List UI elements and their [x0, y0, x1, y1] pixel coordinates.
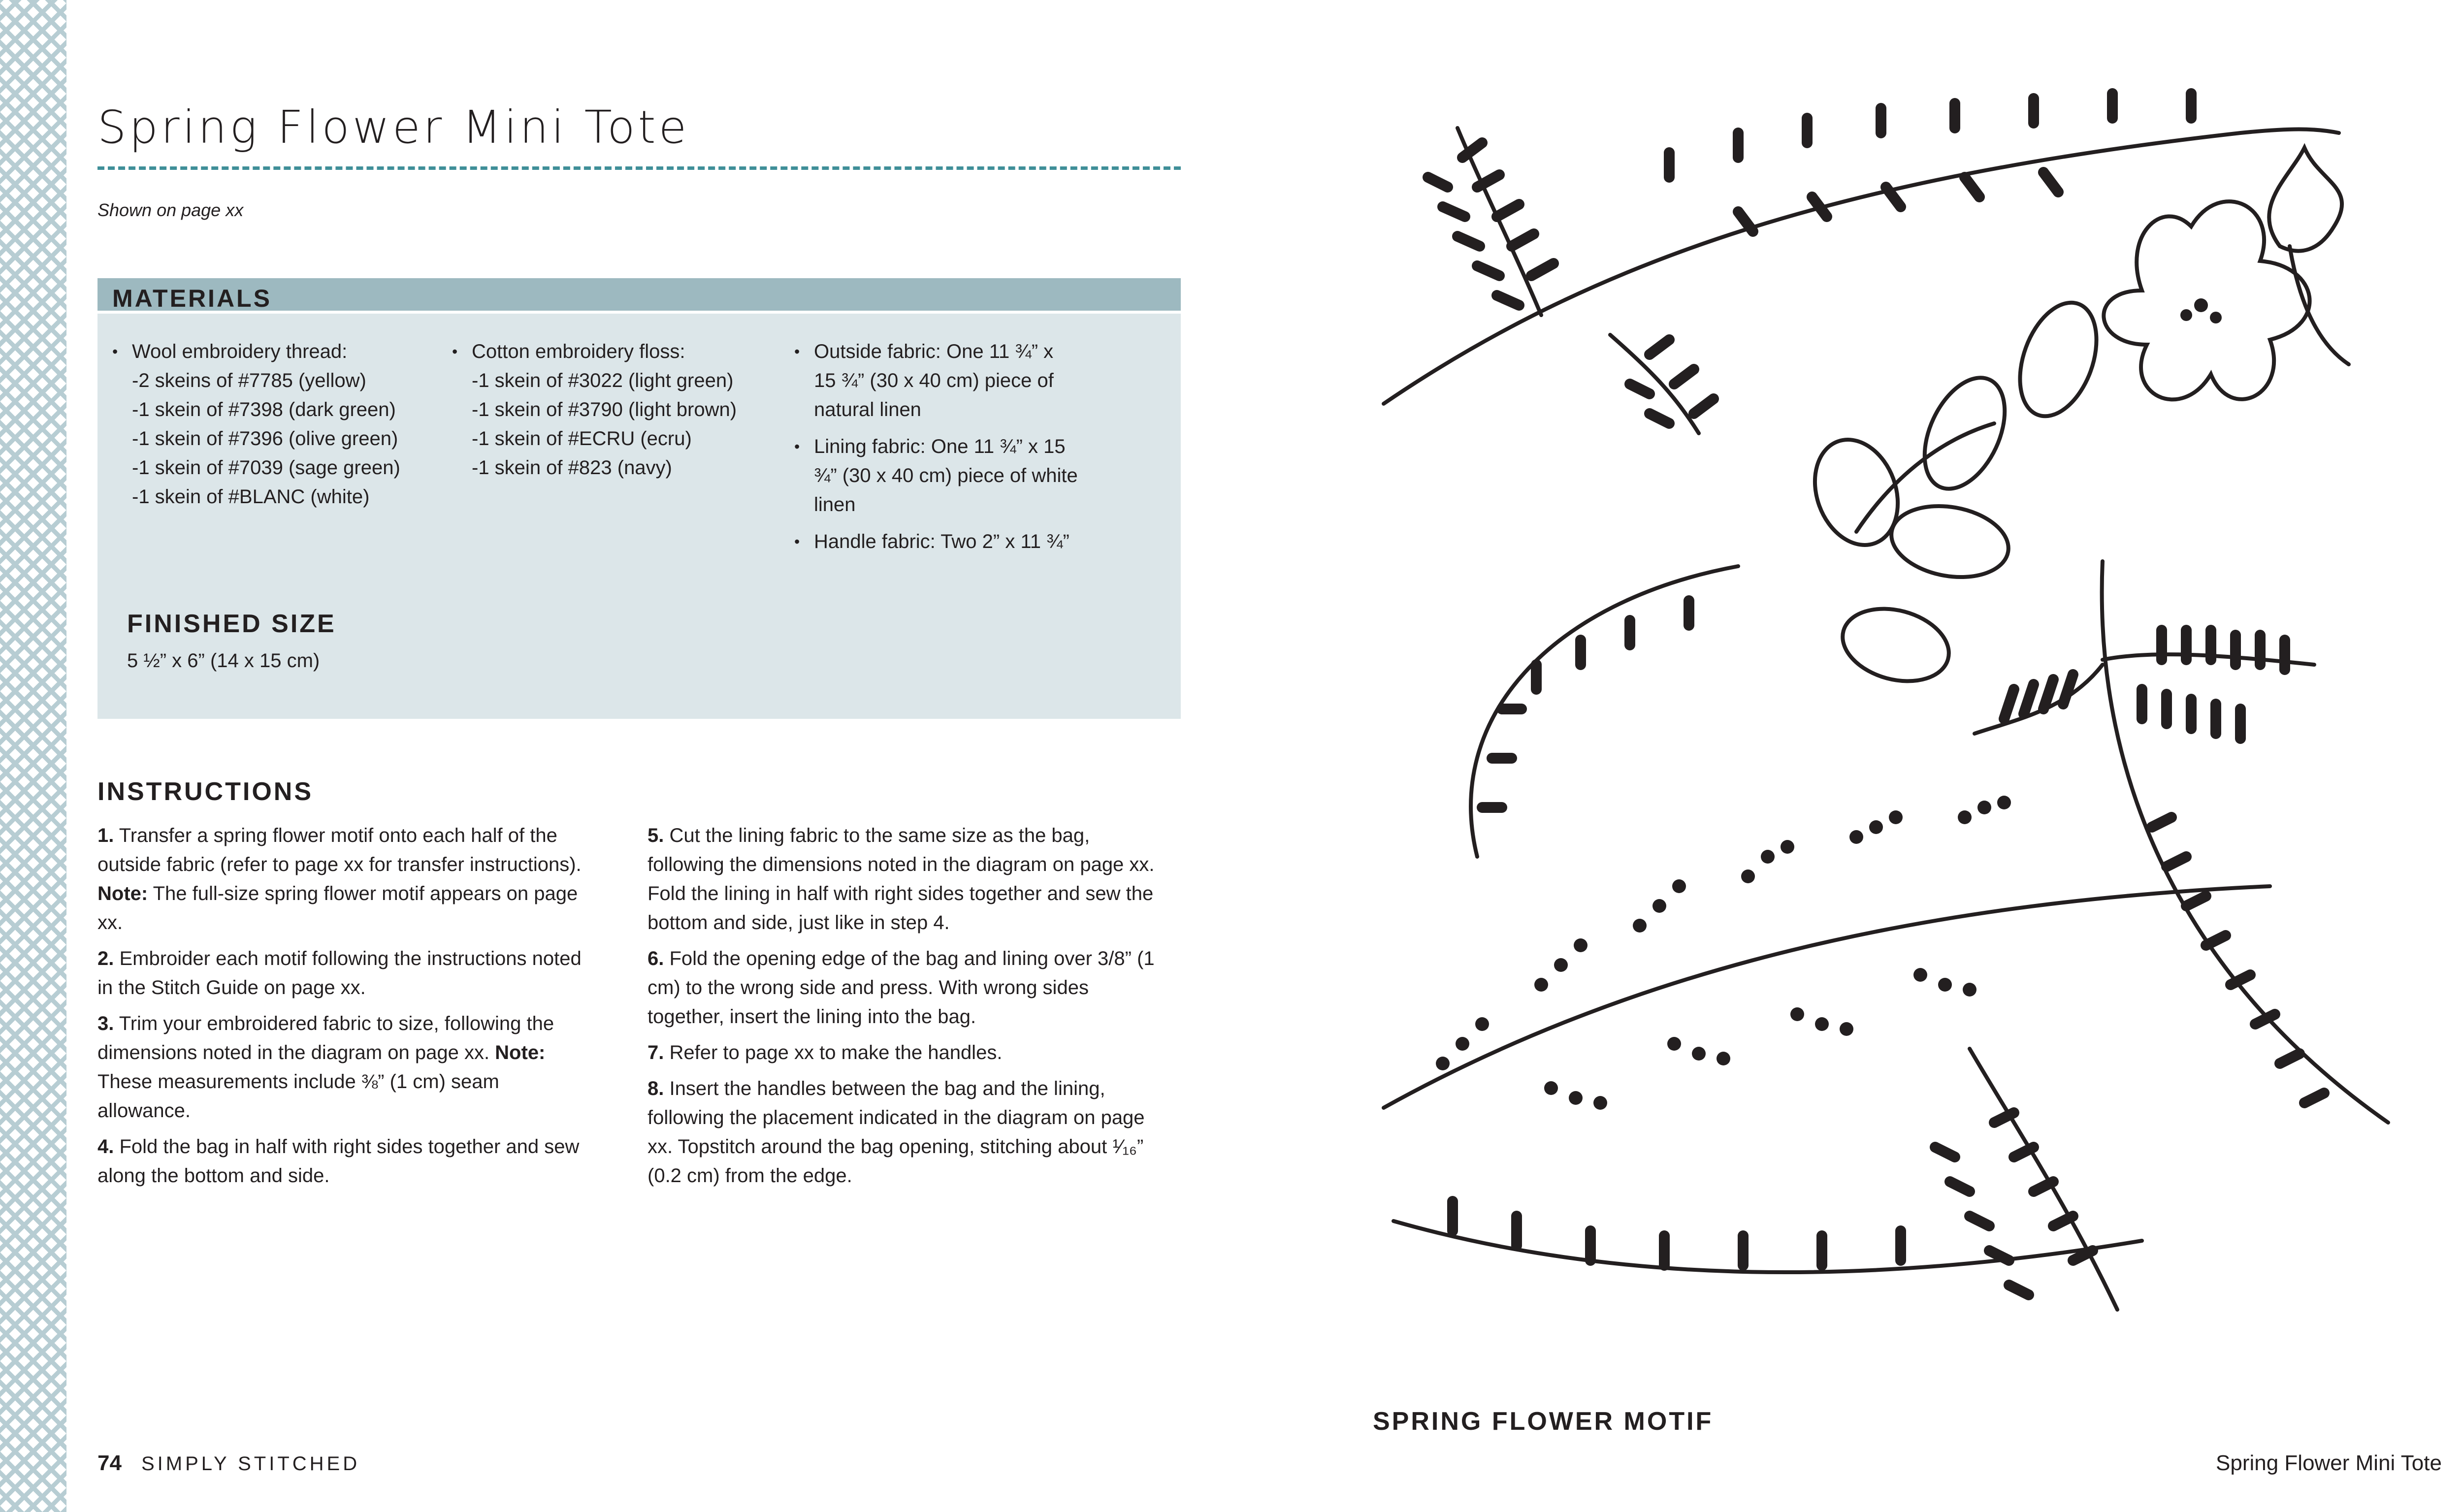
material-item: Outside fabric: One 11 ¾” x	[814, 341, 1054, 362]
materials-heading: MATERIALS	[112, 285, 272, 312]
berry-dot	[1963, 983, 1976, 997]
flower-center	[2194, 298, 2208, 312]
leaf	[1801, 428, 1912, 556]
berry-dot	[1938, 978, 1952, 992]
berry-dot	[1717, 1052, 1730, 1065]
step-number: 8.	[648, 1078, 664, 1099]
page-number: 74	[97, 1451, 122, 1475]
berry-dot	[1840, 1022, 1853, 1036]
step-number: 4.	[97, 1136, 114, 1158]
berry-dot	[1790, 1007, 1804, 1021]
bullet-icon: •	[794, 533, 800, 550]
material-item: Wool embroidery thread:	[132, 341, 348, 362]
material-sub-item: -1 skein of #ECRU (ecru)	[472, 428, 692, 450]
instruction-step-4: 4. Fold the bag in half with right sides together and sew along the bottom and side.	[97, 1136, 580, 1187]
bud-stem	[2290, 246, 2349, 364]
stitch-mark	[1994, 1113, 2093, 1260]
material-sub-item: -1 skein of #3022 (light green)	[472, 370, 734, 391]
stitch-mark	[2152, 817, 2324, 1103]
mid-fern-stem	[1975, 665, 2103, 734]
materials-header	[97, 278, 1181, 314]
left-folio	[97, 1451, 360, 1476]
material-sub-item: -1 skein of #7398 (dark green)	[132, 399, 396, 420]
material-item-continued: ¾” (30 x 40 cm) piece of white	[814, 465, 1078, 486]
materials-panel	[97, 278, 1181, 719]
instruction-step-8: 8. Insert the handles between the bag and the lining, following the placement indicated in the diagram on page xx. Topstitch around the bag opening, stitching about ¹⁄₁₆” (0.2 cm) from the edge.	[648, 1078, 1145, 1187]
berry-dot	[1913, 968, 1927, 982]
shown-on-note: Shown on page xx	[97, 200, 244, 220]
top-right-stem	[2240, 129, 2339, 133]
material-item: Lining fabric: One 11 ¾” x 15	[814, 436, 1066, 457]
stitch-mark	[1453, 1201, 1901, 1265]
berry-dot	[1889, 810, 1903, 824]
stitch-mark	[1462, 143, 1554, 276]
berry-dot	[1869, 820, 1883, 834]
bullet-icon: •	[794, 343, 800, 360]
berry-dot	[1574, 938, 1587, 952]
finished-size-heading: FINISHED SIZE	[127, 610, 336, 638]
leaf	[2006, 292, 2111, 426]
instruction-step-7: 7. Refer to page xx to make the handles.	[648, 1042, 1003, 1063]
berry-dot	[1652, 899, 1666, 913]
berry-dot	[1958, 810, 1972, 824]
top-stem	[1384, 133, 2240, 404]
materials-column-floss	[452, 337, 777, 483]
berry-dot	[1593, 1096, 1607, 1110]
stitch-mark	[1738, 172, 2058, 231]
berry-dot	[1544, 1081, 1558, 1095]
bullet-icon: •	[112, 343, 118, 360]
berry-dot	[1667, 1037, 1681, 1051]
step-number: 3.	[97, 1013, 114, 1034]
title-divider	[97, 166, 1181, 170]
decorative-pattern-strip	[0, 0, 66, 1512]
instructions-heading: INSTRUCTIONS	[97, 777, 313, 806]
flower-center	[2180, 309, 2192, 321]
material-sub-item: -1 skein of #7396 (olive green)	[132, 428, 398, 450]
note-label: Note:	[97, 883, 148, 904]
instruction-step-5: 5. Cut the lining fabric to the same size as the bag, following the dimensions noted in the diagram on page xx. Fold the lining in half with right sides together and sew the bottom and side, just like in step 4.	[648, 825, 1155, 933]
berry-dot	[1672, 879, 1686, 893]
leaf	[1886, 497, 2014, 586]
note-label: Note:	[495, 1042, 546, 1063]
materials-column-fabric	[794, 337, 1139, 556]
bottom-fern-stem	[1970, 1049, 2117, 1310]
running-head-title: Spring Flower Mini Tote	[2216, 1451, 2442, 1475]
berry-dot	[1569, 1091, 1583, 1105]
stitch-mark	[1428, 177, 1519, 305]
berry-dot	[1633, 919, 1647, 933]
step-number: 6.	[648, 948, 664, 969]
berry-dot	[1534, 978, 1548, 992]
stitch-mark	[1669, 94, 2191, 177]
berry-dot	[1692, 1047, 1706, 1061]
stitch-mark	[1482, 601, 1689, 807]
material-item-continued: linen	[814, 494, 856, 515]
berry-dot	[1849, 830, 1863, 844]
materials-column-wool	[112, 337, 427, 512]
bullet-icon: •	[452, 343, 458, 360]
material-item: Handle fabric: Two 2” x 11 ¾”	[814, 531, 1069, 552]
right-folio	[2216, 1451, 2462, 1476]
spring-flower-motif-illustration	[1354, 49, 2462, 1398]
material-item: Cotton embroidery floss:	[472, 341, 685, 362]
berry-dot	[1815, 1017, 1829, 1031]
material-sub-item: -1 skein of #3790 (light brown)	[472, 399, 737, 420]
page-title: Spring Flower Mini Tote	[97, 101, 690, 154]
material-sub-item: -1 skein of #7039 (sage green)	[132, 457, 400, 479]
material-item-continued: natural linen	[814, 399, 921, 420]
berry-dot	[1741, 869, 1755, 883]
motif-caption: SPRING FLOWER MOTIF	[1373, 1407, 1714, 1436]
berry-stem	[1384, 886, 2270, 1108]
instruction-step-1: 1. Transfer a spring flower motif onto each half of the outside fabric (refer to page xx for transfer instructions). Note: The full-size spring flower motif appears on page xx.	[97, 825, 582, 933]
berry-dot	[1997, 796, 2011, 809]
step-number: 2.	[97, 948, 114, 969]
material-sub-item: -1 skein of #BLANC (white)	[132, 486, 370, 508]
material-item-continued: 15 ¾” (30 x 40 cm) piece of	[814, 370, 1054, 391]
instruction-step-2: 2. Embroider each motif following the instructions noted in the Stitch Guide on page xx.	[97, 948, 582, 998]
stitch-mark	[1935, 1147, 2029, 1295]
instruction-step-6: 6. Fold the opening edge of the bag and lining over 3/8” (1 cm) to the wrong side and press. With wrong sides together, insert the lining into the bag.	[648, 948, 1155, 1028]
berry-dot	[1761, 850, 1775, 864]
flower-petals	[2104, 201, 2309, 399]
instructions-column-left	[97, 821, 595, 1197]
berry-dot	[1781, 840, 1794, 854]
bullet-icon: •	[794, 438, 800, 455]
step-number: 1.	[97, 825, 114, 846]
leaf	[1835, 598, 1957, 692]
material-sub-item: -1 skein of #823 (navy)	[472, 457, 672, 479]
berry-dot	[1436, 1057, 1450, 1070]
stitch-mark	[2162, 630, 2285, 670]
flower-center	[2210, 312, 2222, 323]
finished-size-value: 5 ½” x 6” (14 x 15 cm)	[127, 650, 320, 672]
instructions-column-right	[648, 821, 1165, 1197]
step-number: 5.	[648, 825, 664, 846]
instruction-step-3: 3. Trim your embroidered fabric to size, following the dimensions noted in the diagram on page xx. Note: These measurements include ⅜” (1 cm) seam allowance.	[97, 1013, 554, 1122]
berry-dot	[1977, 801, 1991, 814]
material-sub-item: -2 skeins of #7785 (yellow)	[132, 370, 366, 391]
bottom-stem	[1393, 1221, 2142, 1272]
berry-dot	[1554, 958, 1568, 972]
bud-outline	[2269, 148, 2342, 251]
berry-dot	[1475, 1017, 1489, 1031]
stitch-mark	[2142, 689, 2240, 739]
berry-dot	[1456, 1037, 1469, 1051]
book-title: SIMPLY STITCHED	[141, 1453, 360, 1475]
step-number: 7.	[648, 1042, 664, 1063]
center-stem	[2102, 561, 2388, 1123]
stitch-mark	[1630, 340, 1714, 423]
